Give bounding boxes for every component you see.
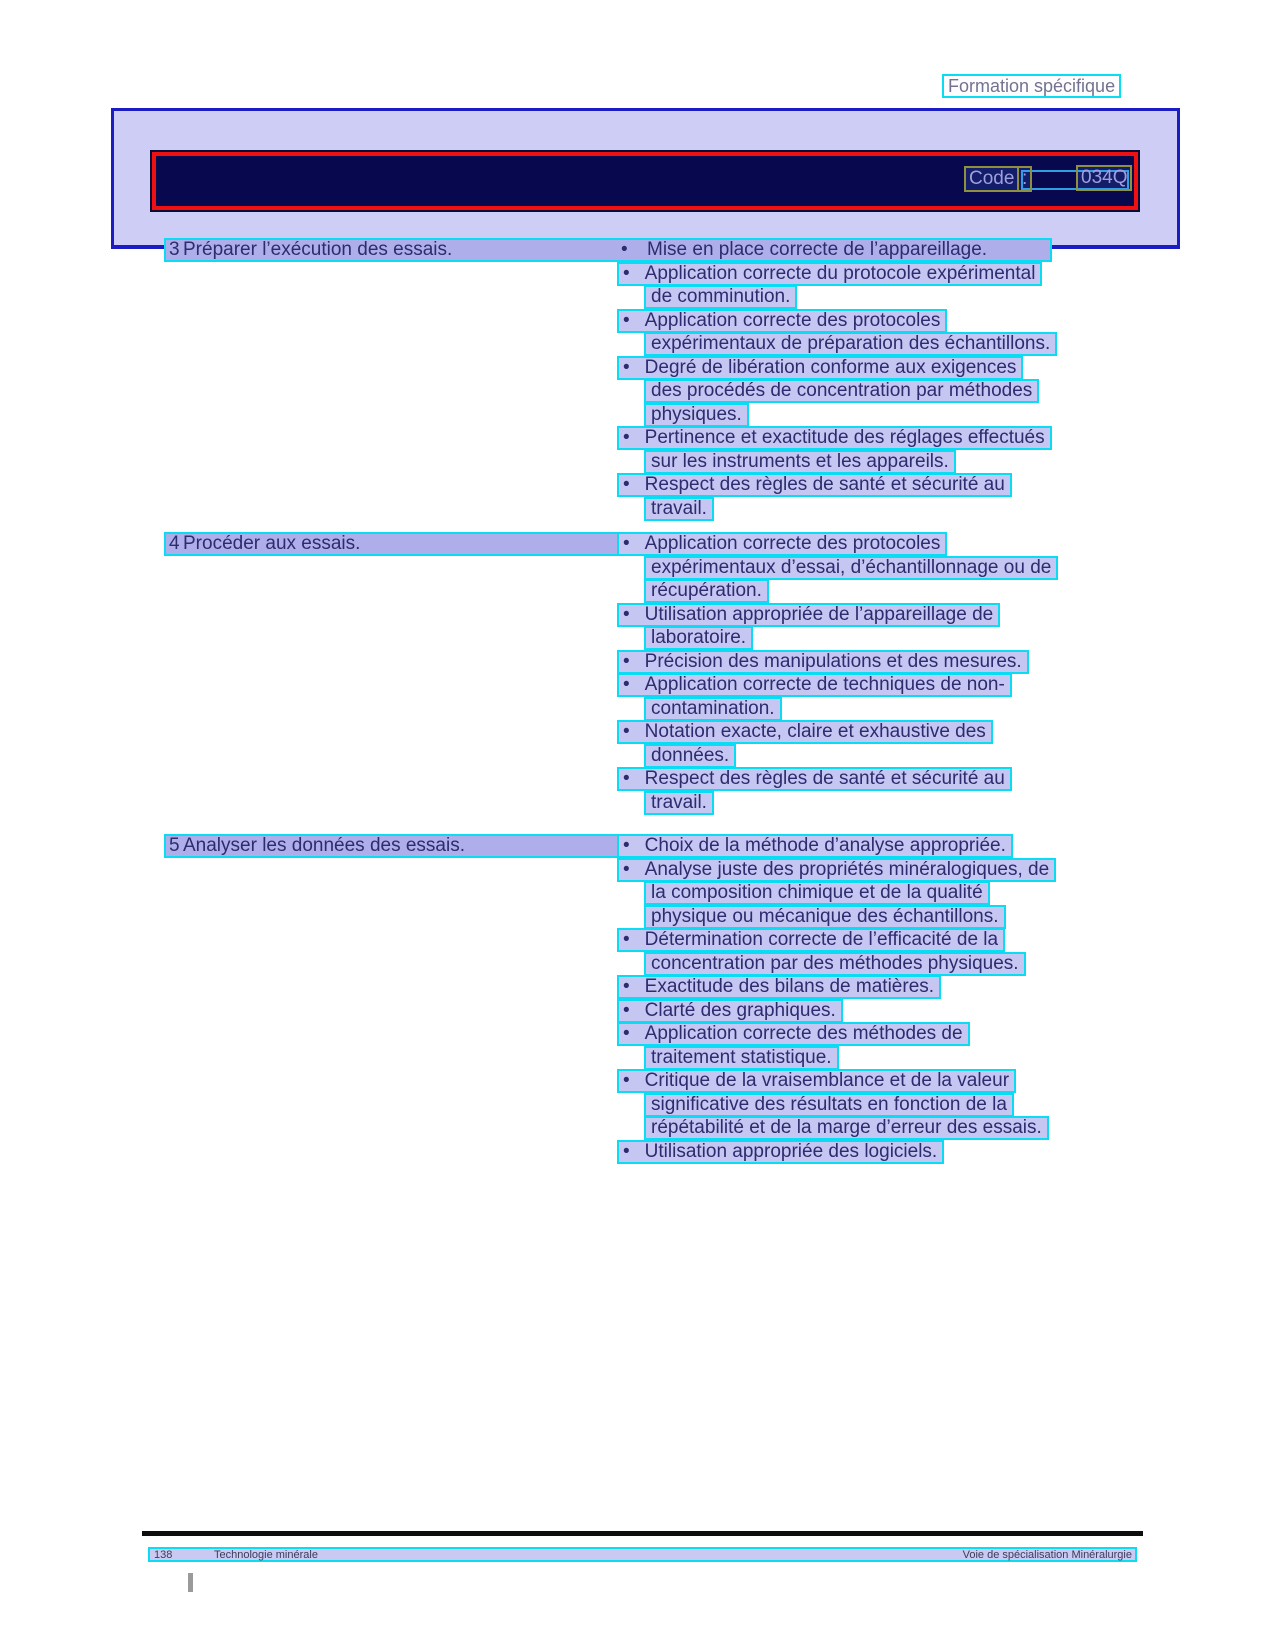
bullet-icon: • <box>623 1141 630 1162</box>
bullet-line <box>617 473 1012 497</box>
bullet-icon: • <box>623 604 630 625</box>
row-header-band <box>164 834 630 858</box>
bullet-line-text: Détermination correcte de l’efficacité de la <box>644 929 999 950</box>
bullet-line-text: récupération. <box>651 580 762 601</box>
bullet-line-text: concentration par des méthodes physiques. <box>651 953 1019 974</box>
bullet-line <box>617 356 1023 380</box>
bullet-line <box>617 1069 1016 1093</box>
bullet-line <box>617 532 947 556</box>
bullet-line <box>644 332 1057 356</box>
bullet-line <box>617 603 1000 627</box>
bullet-line-text: Application correcte du protocole expérimental <box>644 263 1036 284</box>
bullet-line-text: Application correcte des protocoles <box>644 533 941 554</box>
footer-band <box>148 1547 1137 1562</box>
bullet-line <box>644 450 956 474</box>
bullet-line-text: Pertinence et exactitude des réglages effectués <box>644 427 1045 448</box>
bullet-line-text: travail. <box>651 792 707 813</box>
row-number: 3 <box>169 239 180 260</box>
bullet-icon: • <box>623 533 630 554</box>
bullet-line <box>617 767 1012 791</box>
bullet-line <box>644 697 782 721</box>
bullet-icon: • <box>623 310 630 331</box>
bullet-icon: • <box>623 651 630 672</box>
bullet-line-text: travail. <box>651 498 707 519</box>
bullet-line-text: Critique de la vraisemblance et de la valeur <box>644 1070 1010 1091</box>
bullet-line <box>644 744 736 768</box>
bullet-line-text: sur les instruments et les appareils. <box>651 451 949 472</box>
bullet-icon: • <box>623 929 630 950</box>
bullet-icon: • <box>623 357 630 378</box>
bullet-line-text: contamination. <box>651 698 775 719</box>
code-separator: : <box>1017 166 1032 192</box>
bullet-line <box>644 379 1039 403</box>
row-title: Procéder aux essais. <box>183 533 361 554</box>
row-number: 5 <box>169 835 180 856</box>
bullet-line-text: données. <box>651 745 730 766</box>
bullet-icon: • <box>623 1023 630 1044</box>
bullet-line <box>617 673 1012 697</box>
bullet-line-text: Utilisation appropriée de l’appareillage de <box>644 604 994 625</box>
bullet-line <box>644 881 990 905</box>
bullet-line-text: de comminution. <box>651 286 791 307</box>
bullet-line <box>617 309 947 333</box>
bullet-icon: • <box>623 474 630 495</box>
bullet-line-text: Utilisation appropriée des logiciels. <box>644 1141 938 1162</box>
bullet-line <box>617 928 1005 952</box>
bullet-icon: • <box>623 768 630 789</box>
bullet-icon: • <box>623 859 630 880</box>
bullet-line-text: Application correcte de techniques de non- <box>644 674 1005 695</box>
bullet-line-text: traitement statistique. <box>651 1047 832 1068</box>
bullet-line <box>644 556 1058 580</box>
bullet-icon: • <box>623 1000 630 1021</box>
bullet-line-text: Analyse juste des propriétés minéralogiques, de <box>644 859 1050 880</box>
bullet-line-text: Précision des manipulations et des mesures. <box>644 651 1022 672</box>
bullet-line-text: Notation exacte, claire et exhaustive des <box>644 721 986 742</box>
bullet-line-text: Degré de libération conforme aux exigences <box>644 357 1017 378</box>
bullet-line <box>644 952 1026 976</box>
bullet-line-text: Mise en place correcte de l’appareillage. <box>647 239 988 260</box>
bullet-line <box>644 403 749 427</box>
bullet-icon: • <box>623 835 630 856</box>
bullet-icon: • <box>623 263 630 284</box>
bullet-line-text: la composition chimique et de la qualité <box>651 882 983 903</box>
bullet-line-text: Clarté des graphiques. <box>644 1000 836 1021</box>
bullet-line <box>644 791 714 815</box>
bullet-line <box>644 497 714 521</box>
bullet-icon: • <box>623 1070 630 1091</box>
row-title: Analyser les données des essais. <box>183 835 465 856</box>
bullet-line-text: expérimentaux d’essai, d’échantillonnage ou de <box>651 557 1052 578</box>
bullet-icon: • <box>621 239 628 260</box>
bullet-line <box>644 626 753 650</box>
bullet-line <box>617 426 1052 450</box>
bullet-line <box>644 1116 1049 1140</box>
bullet-line <box>644 1046 839 1070</box>
row-header-band <box>164 238 1052 262</box>
bullet-line-text: Respect des règles de santé et sécurité au <box>644 768 1005 789</box>
bullet-line <box>617 1140 944 1164</box>
bullet-line-text: Respect des règles de santé et sécurité au <box>644 474 1005 495</box>
footer-page-number: 138 <box>154 1549 173 1561</box>
bullet-line-text: expérimentaux de préparation des échantillons. <box>651 333 1051 354</box>
bullet-line-text: répétabilité et de la marge d’erreur des essais. <box>651 1117 1042 1138</box>
page-header-label: Formation spécifique <box>942 74 1121 98</box>
bullet-line-text: Exactitude des bilans de matières. <box>644 976 935 997</box>
bullet-line <box>617 1022 970 1046</box>
bullet-line-text: physique ou mécanique des échantillons. <box>651 906 999 927</box>
page-margin-mark <box>188 1573 193 1592</box>
bullet-line <box>617 262 1042 286</box>
bullet-icon: • <box>623 427 630 448</box>
bullet-line <box>617 975 941 999</box>
footer-left-text: Technologie minérale <box>214 1549 318 1561</box>
bullet-line <box>644 285 797 309</box>
bullet-line-text: Application correcte des méthodes de <box>644 1023 963 1044</box>
row-number: 4 <box>169 533 180 554</box>
bullet-line-text: Choix de la méthode d’analyse appropriée. <box>644 835 1006 856</box>
bullet-line-text: physiques. <box>651 404 742 425</box>
row-header-band <box>164 532 630 556</box>
bullet-line-text: laboratoire. <box>651 627 747 648</box>
footer-rule <box>142 1531 1143 1536</box>
bullet-line-text: des procédés de concentration par méthodes <box>651 380 1033 401</box>
bullet-line-text: Application correcte des protocoles <box>644 310 941 331</box>
bullet-line <box>617 720 993 744</box>
bullet-icon: • <box>623 674 630 695</box>
bullet-line <box>644 579 769 603</box>
bullet-line-text: significative des résultats en fonction de la <box>651 1094 1007 1115</box>
bullet-line <box>644 1093 1014 1117</box>
footer-right-text: Voie de spécialisation Minéralurgie <box>962 1549 1132 1561</box>
bullet-line <box>617 858 1056 882</box>
bullet-line <box>617 834 1013 858</box>
code-label: Code <box>964 166 1019 192</box>
bullet-line <box>617 999 843 1023</box>
bullet-icon: • <box>623 976 630 997</box>
code-value: 034Q <box>1076 165 1132 191</box>
bullet-line <box>644 905 1006 929</box>
row-title: Préparer l’exécution des essais. <box>183 239 453 260</box>
bullet-icon: • <box>623 721 630 742</box>
bullet-line <box>617 650 1029 674</box>
